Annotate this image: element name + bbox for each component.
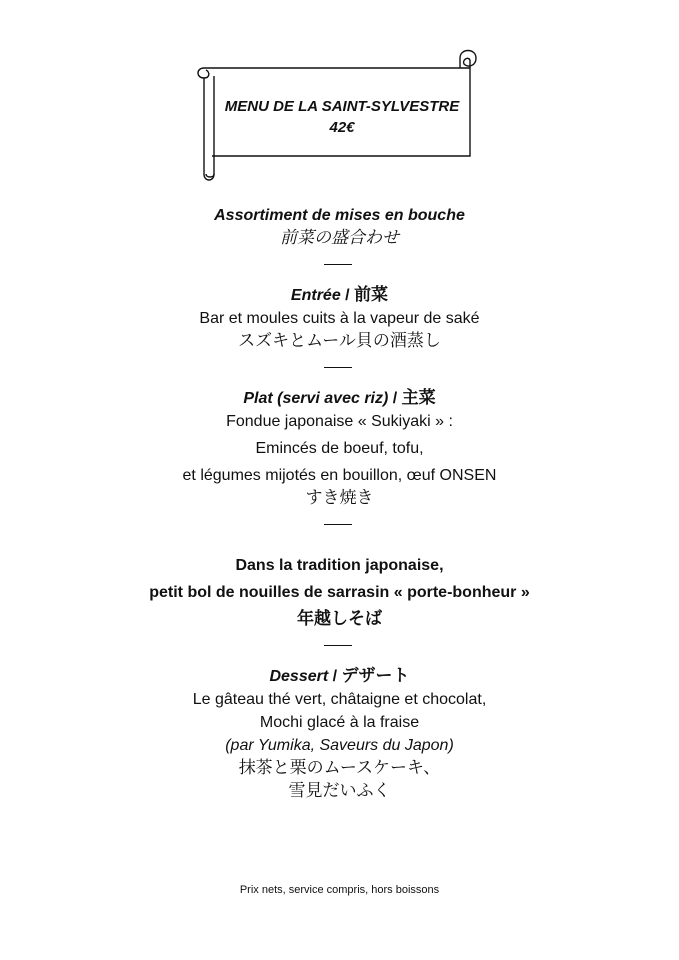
dessert-desc-fr-1: Le gâteau thé vert, châtaigne et chocolat, bbox=[192, 691, 487, 708]
dessert-label-fr: Dessert bbox=[269, 668, 329, 685]
course-tradition bbox=[0, 554, 679, 631]
plat-heading bbox=[0, 387, 679, 410]
separator bbox=[0, 250, 679, 284]
plat-slash: / bbox=[388, 390, 402, 407]
plat-label-jp: 主菜 bbox=[401, 388, 436, 408]
plat-label-fr: Plat (servi avec riz) bbox=[243, 390, 389, 407]
entree-desc-jp: スズキとムール貝の酒蒸し bbox=[238, 331, 441, 351]
separator bbox=[0, 631, 679, 665]
plat-desc-fr-2: Emincés de boeuf, tofu, bbox=[255, 440, 424, 457]
separator bbox=[0, 510, 679, 544]
tradition-line-1: Dans la tradition japonaise, bbox=[235, 557, 444, 574]
menu-price: 42€ bbox=[329, 119, 355, 136]
course-plat bbox=[0, 387, 679, 510]
dessert-heading bbox=[0, 665, 679, 688]
footer-note: Prix nets, service compris, hors boissons bbox=[239, 884, 440, 896]
dessert-credit: (par Yumika, Saveurs du Japon) bbox=[225, 737, 454, 754]
dessert-slash: / bbox=[328, 668, 342, 685]
tradition-line-jp: 年越しそば bbox=[297, 609, 382, 629]
entree-label-jp: 前菜 bbox=[354, 285, 389, 305]
plat-desc-fr-3: et légumes mijotés en bouillon, œuf ONSEN bbox=[182, 467, 497, 484]
entree-slash: / bbox=[340, 287, 355, 304]
menu-title: MENU DE LA SAINT-SYLVESTRE bbox=[224, 98, 460, 115]
menu-content bbox=[0, 204, 679, 803]
dessert-desc-fr-2: Mochi glacé à la fraise bbox=[259, 714, 420, 731]
menu-title-block bbox=[212, 96, 472, 138]
course-dessert bbox=[0, 665, 679, 803]
course-entree bbox=[0, 284, 679, 353]
entree-label-fr: Entrée bbox=[290, 287, 341, 304]
separator bbox=[0, 353, 679, 387]
dessert-desc-jp-2: 雪見だいふく bbox=[288, 781, 391, 801]
amuse-name-jp: 前菜の盛合わせ bbox=[280, 228, 399, 248]
dessert-label-jp: デザート bbox=[341, 666, 410, 686]
course-amuse bbox=[0, 204, 679, 250]
entree-desc-fr: Bar et moules cuits à la vapeur de saké bbox=[199, 310, 480, 327]
dessert-desc-jp-1: 抹茶と栗のムースケーキ、 bbox=[238, 758, 441, 778]
title-scroll-banner bbox=[192, 46, 482, 184]
amuse-name-fr: Assortiment de mises en bouche bbox=[214, 207, 465, 224]
plat-desc-fr-1: Fondue japonaise « Sukiyaki » : bbox=[226, 413, 453, 430]
entree-heading bbox=[0, 284, 679, 307]
plat-desc-jp: すき焼き bbox=[305, 488, 374, 508]
tradition-line-2: petit bol de nouilles de sarrasin « porte-bonheur » bbox=[149, 584, 530, 601]
